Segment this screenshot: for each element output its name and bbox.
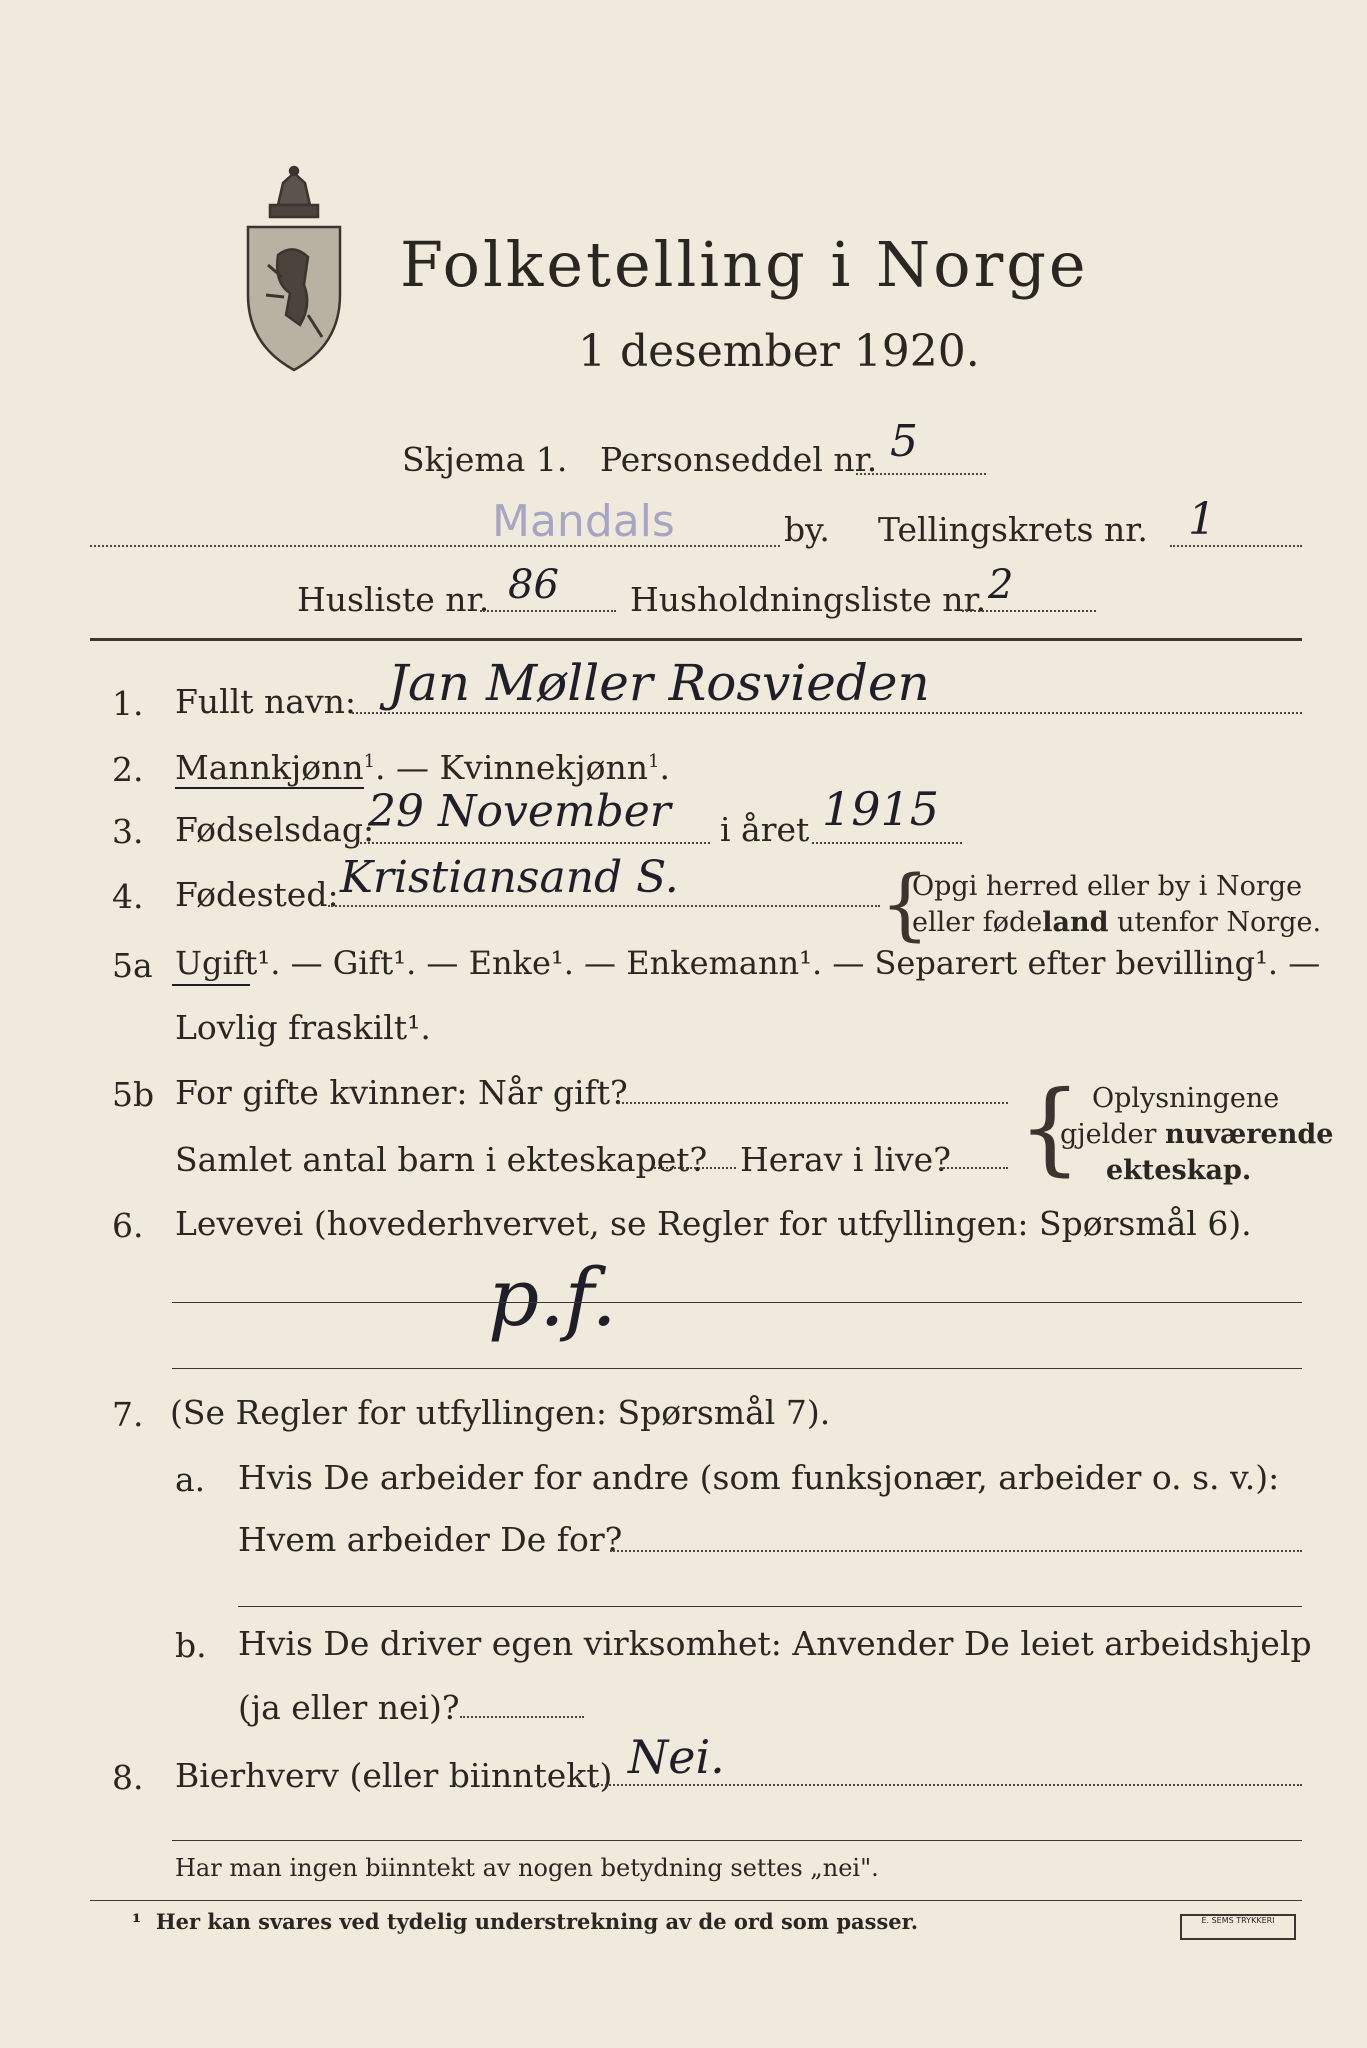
- q7a-line2-dots: [610, 1550, 1302, 1552]
- personseddel-label: Personseddel nr.: [600, 440, 878, 479]
- tellingskrets-line: [1170, 545, 1302, 547]
- coat-of-arms-icon: [238, 165, 350, 375]
- husholdningsliste-line: [962, 610, 1096, 612]
- q5a-line1: Ugift¹. — Gift¹. — Enke¹. — Enkemann¹. — Separert efter bevilling¹. —: [175, 944, 1321, 982]
- q1-number: 1.: [112, 684, 144, 723]
- q5b-brace: {: [1018, 1069, 1082, 1186]
- q7-label: (Se Regler for utfyllingen: Spørsmål 7).: [170, 1393, 831, 1432]
- husliste-value: 86: [508, 562, 559, 608]
- year-line: [812, 842, 962, 844]
- q8-rule: [172, 1840, 1302, 1841]
- q6-label: Levevei (hovederhvervet, se Regler for utfyllingen: Spørsmål 6).: [175, 1204, 1252, 1243]
- q6-rule-1: [172, 1302, 1302, 1303]
- tellingskrets-value: 1: [1188, 494, 1216, 545]
- q7a-line2: Hvem arbeider De for?: [238, 1520, 623, 1559]
- occupation-value: p.f.: [488, 1251, 617, 1344]
- city-line: [90, 545, 780, 547]
- male-sup: 1: [363, 751, 376, 772]
- q5b-note-2a: gjelder: [1060, 1119, 1166, 1150]
- footnote-b: tydelig understrekning av de ord som passer.: [386, 1909, 919, 1934]
- husholdningsliste-value: 2: [988, 562, 1014, 608]
- income-note: Har man ingen biinntekt av nogen betydning settes „nei".: [175, 1854, 879, 1882]
- q8-label: Bierhverv (eller biinntekt): [175, 1756, 613, 1795]
- q5b-line1-dots: [618, 1102, 1008, 1104]
- q2-options: [175, 750, 670, 786]
- husliste-label: Husliste nr.: [297, 580, 490, 619]
- q7b-line2-dots: [460, 1716, 584, 1718]
- q3-label: Fødselsdag:: [175, 810, 375, 849]
- ugift-underline: [172, 984, 250, 986]
- q3-line: [360, 842, 710, 844]
- male-dot: .: [375, 748, 386, 787]
- q7-number: 7.: [112, 1395, 144, 1434]
- q7b-line2: (ja eller nei)?: [238, 1688, 460, 1727]
- q5b-line2b: Herav i live?: [740, 1140, 951, 1179]
- full-name-value: Jan Møller Rosvieden: [388, 654, 930, 712]
- q4-note-2a: eller føde: [912, 907, 1043, 938]
- husholdningsliste-label: Husholdningsliste nr.: [630, 580, 987, 619]
- printer-mark: E. SEMS TRYKKERI: [1180, 1914, 1296, 1940]
- q5b-note-1: Oplysningene: [1092, 1083, 1280, 1114]
- q7b-line1: Hvis De driver egen virksomhet: Anvender De leiet arbeidshjelp: [238, 1624, 1312, 1663]
- birthplace-value: Kristiansand S.: [340, 852, 679, 903]
- female-sup: 1: [648, 751, 660, 772]
- male-option: Mannkjønn: [175, 748, 364, 787]
- personseddel-line: [856, 473, 986, 475]
- q5b-line1: For gifte kvinner: Når gift?: [175, 1073, 628, 1112]
- q7b-number: b.: [175, 1626, 207, 1665]
- q4-brace: {: [880, 860, 930, 950]
- q5b-note-2b: nuværende: [1165, 1119, 1334, 1150]
- q4-number: 4.: [112, 877, 144, 916]
- birth-year-value: 1915: [822, 782, 940, 836]
- female-dot: .: [659, 748, 670, 787]
- q5b-line2a-dots: [654, 1167, 736, 1169]
- sep: —: [396, 748, 430, 787]
- footnote-mark: ¹: [132, 1909, 142, 1934]
- header-divider: [90, 638, 1302, 641]
- q6-number: 6.: [112, 1206, 144, 1245]
- city-stamp: Mandals: [492, 496, 675, 547]
- husliste-line: [480, 610, 616, 612]
- q7a-rule: [238, 1606, 1302, 1607]
- q8-line: [590, 1784, 1302, 1786]
- footnote: [132, 1910, 918, 1933]
- q4-note-2: [912, 908, 1321, 938]
- q8-number: 8.: [112, 1758, 144, 1797]
- q4-line: [328, 905, 880, 907]
- by-label: by.: [784, 510, 830, 549]
- q6-rule-2: [172, 1368, 1302, 1369]
- q4-label: Fødested:: [175, 875, 339, 914]
- q5b-note-3: ekteskap.: [1106, 1155, 1252, 1186]
- q5b-line2b-dots: [940, 1167, 1008, 1169]
- q5a-number: 5a: [112, 946, 153, 985]
- q7a-line1: Hvis De arbeider for andre (som funksjonær, arbeider o. s. v.):: [238, 1458, 1280, 1497]
- footer-rule: [90, 1900, 1302, 1901]
- q2-number: 2.: [112, 750, 144, 789]
- q5b-line2a: Samlet antal barn i ekteskapet?: [175, 1140, 708, 1179]
- year-label: i året: [720, 810, 810, 849]
- q4-note-2c: utenfor Norge.: [1108, 907, 1322, 938]
- q1-label: Fullt navn:: [175, 682, 356, 721]
- q4-note-1: Opgi herred eller by i Norge: [912, 871, 1303, 902]
- birthday-value: 29 November: [368, 786, 671, 837]
- census-date: 1 desember 1920.: [578, 326, 980, 377]
- side-income-value: Nei.: [628, 1730, 725, 1784]
- q4-note-2b: land: [1042, 907, 1109, 938]
- q5a-line2: Lovlig fraskilt¹.: [175, 1008, 431, 1047]
- q7a-number: a.: [175, 1460, 206, 1499]
- tellingskrets-label: Tellingskrets nr.: [878, 510, 1148, 549]
- skjema-label: Skjema 1.: [402, 440, 568, 479]
- personseddel-value: 5: [890, 416, 918, 467]
- q5b-number: 5b: [112, 1075, 155, 1114]
- q3-number: 3.: [112, 812, 144, 851]
- q5b-note-2: [1060, 1120, 1333, 1150]
- q1-line: [352, 712, 1302, 714]
- female-option: Kvinnekjønn: [439, 748, 649, 787]
- form-title: Folketelling i Norge: [400, 228, 1089, 301]
- footnote-a: Her kan svares ved: [155, 1909, 387, 1934]
